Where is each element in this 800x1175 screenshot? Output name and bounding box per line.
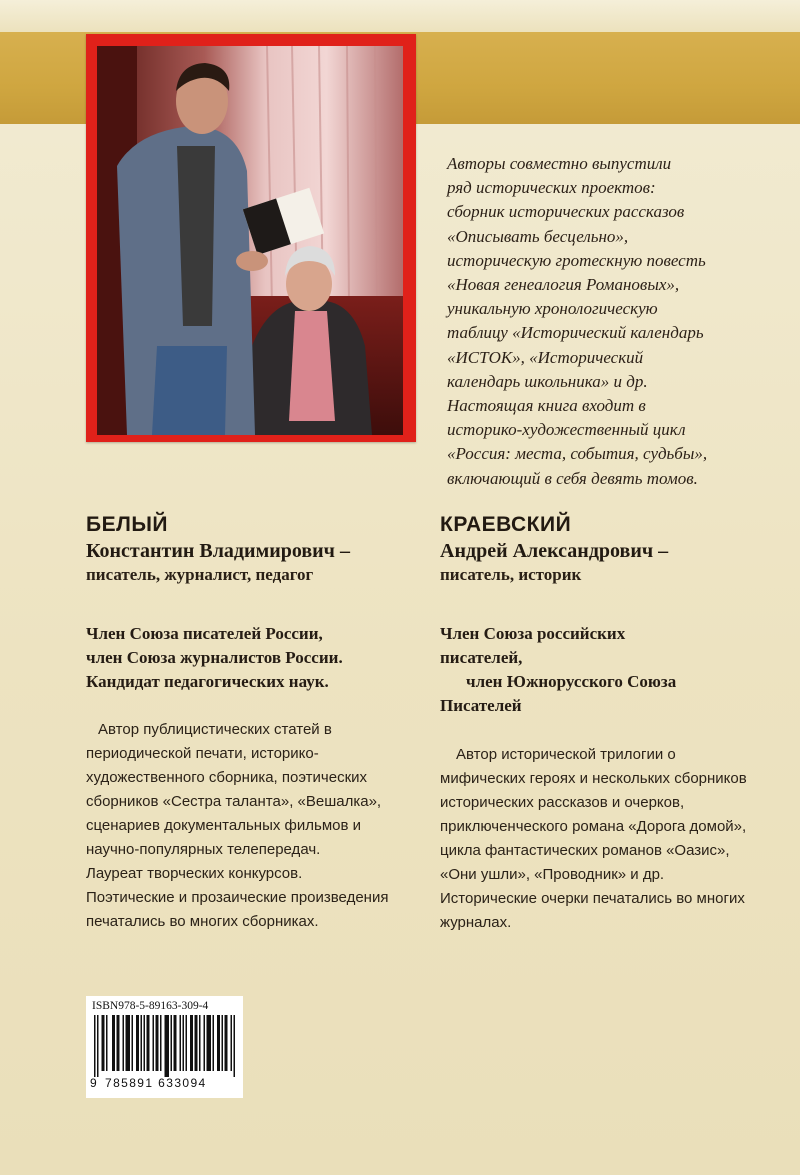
barcode-bar bbox=[226, 1015, 228, 1071]
barcode-bar bbox=[160, 1015, 162, 1071]
barcode-bar bbox=[190, 1015, 192, 1071]
author-left-bio bbox=[86, 718, 426, 934]
author-right-fullname: Андрей Александрович – bbox=[440, 540, 669, 562]
barcode-bar bbox=[210, 1015, 212, 1071]
photo-two-authors-icon bbox=[97, 46, 403, 435]
isbn-barcode bbox=[86, 996, 243, 1098]
barcode-bar bbox=[106, 1015, 108, 1071]
barcode-bar bbox=[148, 1015, 150, 1071]
author-left-profession: писатель, журналист, педагог bbox=[86, 565, 314, 584]
barcode-bar bbox=[222, 1015, 224, 1071]
barcode-bar bbox=[204, 1015, 206, 1071]
bio-line: «Они ушли», «Проводник» и др. bbox=[440, 866, 665, 883]
barcode-bar bbox=[97, 1015, 99, 1077]
author-right-bio bbox=[440, 743, 790, 935]
intro-line: Авторы совместно выпустили bbox=[447, 154, 672, 173]
barcode-bar bbox=[136, 1015, 138, 1071]
bio-line: Исторические очерки печатались во многих bbox=[440, 890, 745, 907]
barcode-bar bbox=[132, 1015, 134, 1071]
barcode-bar bbox=[217, 1015, 219, 1071]
bio-line: цикла фантастических романов «Оазис», bbox=[440, 842, 730, 859]
author-left-heading bbox=[86, 513, 350, 585]
barcode-bar bbox=[225, 1015, 227, 1071]
bio-line: печатались во многих сборниках. bbox=[86, 913, 319, 930]
barcode-bar bbox=[168, 1015, 170, 1077]
author-right-profession: писатель, историк bbox=[440, 565, 582, 584]
isbn-number: ISBN978-5-89163-309-4 bbox=[92, 1000, 209, 1012]
barcode-bar bbox=[144, 1015, 146, 1071]
bio-line: сборников «Сестра таланта», «Вешалка», bbox=[86, 793, 382, 810]
barcode-bar bbox=[180, 1015, 182, 1071]
bio-line: исторических рассказов и очерков, bbox=[440, 794, 685, 811]
intro-line: историко-художественный цикл bbox=[447, 420, 686, 440]
barcode-bar bbox=[141, 1015, 143, 1071]
intro-line: «Россия: места, события, судьбы», bbox=[447, 444, 708, 464]
barcode-bar bbox=[174, 1015, 176, 1071]
barcode-bar bbox=[102, 1015, 104, 1071]
intro-line: «Описывать бесцельно», bbox=[447, 226, 629, 246]
intro-paragraph bbox=[447, 152, 792, 491]
membership-line: писателей, bbox=[440, 648, 523, 667]
barcode-bar bbox=[117, 1015, 119, 1071]
barcode-icon bbox=[90, 1015, 239, 1077]
author-right-heading bbox=[440, 513, 668, 585]
intro-line: ряд исторических проектов: bbox=[447, 178, 656, 198]
barcode-bar bbox=[208, 1015, 210, 1071]
barcode-bar bbox=[114, 1015, 116, 1071]
barcode-bar bbox=[196, 1015, 198, 1071]
author-photo bbox=[97, 46, 403, 435]
barcode-bar bbox=[147, 1015, 149, 1071]
author-left-memberships bbox=[86, 622, 343, 694]
intro-line: «Новая генеалогия Романовых», bbox=[447, 275, 680, 295]
barcode-bar bbox=[195, 1015, 197, 1071]
barcode-bar bbox=[234, 1015, 236, 1077]
membership-line: Писателей bbox=[440, 696, 522, 715]
bio-line: приключенческого романа «Дорога домой», bbox=[440, 818, 747, 835]
bio-line: художественного сборника, поэтических bbox=[86, 769, 368, 786]
author-left-fullname: Константин Владимирович – bbox=[86, 540, 350, 562]
barcode-bar bbox=[165, 1015, 167, 1077]
bio-line: сценариев документальных фильмов и bbox=[86, 817, 361, 834]
intro-line: «ИСТОК», «Исторический bbox=[447, 347, 644, 367]
membership-line: член Южнорусского Союза bbox=[466, 672, 677, 691]
barcode-bar bbox=[138, 1015, 140, 1071]
intro-line: календарь школьника» и др. bbox=[447, 371, 648, 391]
barcode-bar bbox=[103, 1015, 105, 1071]
ean-digits: 785891 633094 bbox=[105, 1076, 207, 1090]
bio-line: журналах. bbox=[440, 914, 512, 931]
bio-line: Автор публицистических статей в bbox=[98, 721, 332, 738]
barcode-bar bbox=[118, 1015, 120, 1071]
barcode-bar bbox=[157, 1015, 159, 1071]
bio-line: Поэтические и прозаические произведения bbox=[86, 889, 389, 906]
top-band bbox=[0, 0, 800, 32]
barcode-bar bbox=[123, 1015, 125, 1071]
bio-line: научно-популярных телепередач. bbox=[86, 841, 321, 858]
author-photo-frame bbox=[86, 34, 416, 442]
author-left-surname: БЕЛЫЙ bbox=[86, 513, 168, 536]
bio-line: Лауреат творческих конкурсов. bbox=[86, 865, 303, 882]
author-right-memberships bbox=[440, 622, 676, 718]
barcode-bar bbox=[112, 1015, 114, 1071]
barcode-bar bbox=[213, 1015, 215, 1071]
barcode-bar bbox=[156, 1015, 158, 1071]
intro-line: историческую гротескную повесть bbox=[447, 250, 706, 270]
barcode-bar bbox=[127, 1015, 129, 1071]
barcode-bar bbox=[231, 1015, 233, 1071]
barcode-bar bbox=[183, 1015, 185, 1071]
barcode-bar bbox=[126, 1015, 128, 1071]
intro-line: уникальную хронологическую bbox=[447, 299, 658, 319]
intro-line: Настоящая книга входит в bbox=[447, 396, 646, 416]
ean-lead-digit: 9 bbox=[90, 1076, 97, 1090]
barcode-bar bbox=[207, 1015, 209, 1071]
membership-line: Кандидат педагогических наук. bbox=[86, 672, 329, 691]
barcode-bar bbox=[186, 1015, 188, 1071]
barcode-bar bbox=[199, 1015, 201, 1071]
membership-line: Член Союза российских bbox=[440, 624, 626, 643]
barcode-bar bbox=[129, 1015, 131, 1071]
barcode-bar bbox=[153, 1015, 155, 1071]
barcode-bar bbox=[175, 1015, 177, 1071]
intro-line: таблицу «Исторический календарь bbox=[447, 323, 704, 343]
bio-line: периодической печати, историко- bbox=[86, 745, 319, 762]
author-right-surname: КРАЕВСКИЙ bbox=[440, 513, 572, 536]
intro-line: включающий в себя девять томов. bbox=[447, 468, 698, 488]
membership-line: Член Союза писателей России, bbox=[86, 624, 323, 643]
bio-line: Автор исторической трилогии о bbox=[456, 746, 676, 763]
barcode-bar bbox=[219, 1015, 221, 1071]
intro-line: сборник исторических рассказов bbox=[447, 202, 685, 222]
membership-line: член Союза журналистов России. bbox=[86, 648, 343, 667]
bio-line: мифических героях и нескольких сборников bbox=[440, 770, 747, 787]
barcode-bar bbox=[166, 1015, 168, 1077]
barcode-bar bbox=[94, 1015, 96, 1077]
barcode-bar bbox=[192, 1015, 194, 1071]
barcode-bar bbox=[171, 1015, 173, 1071]
